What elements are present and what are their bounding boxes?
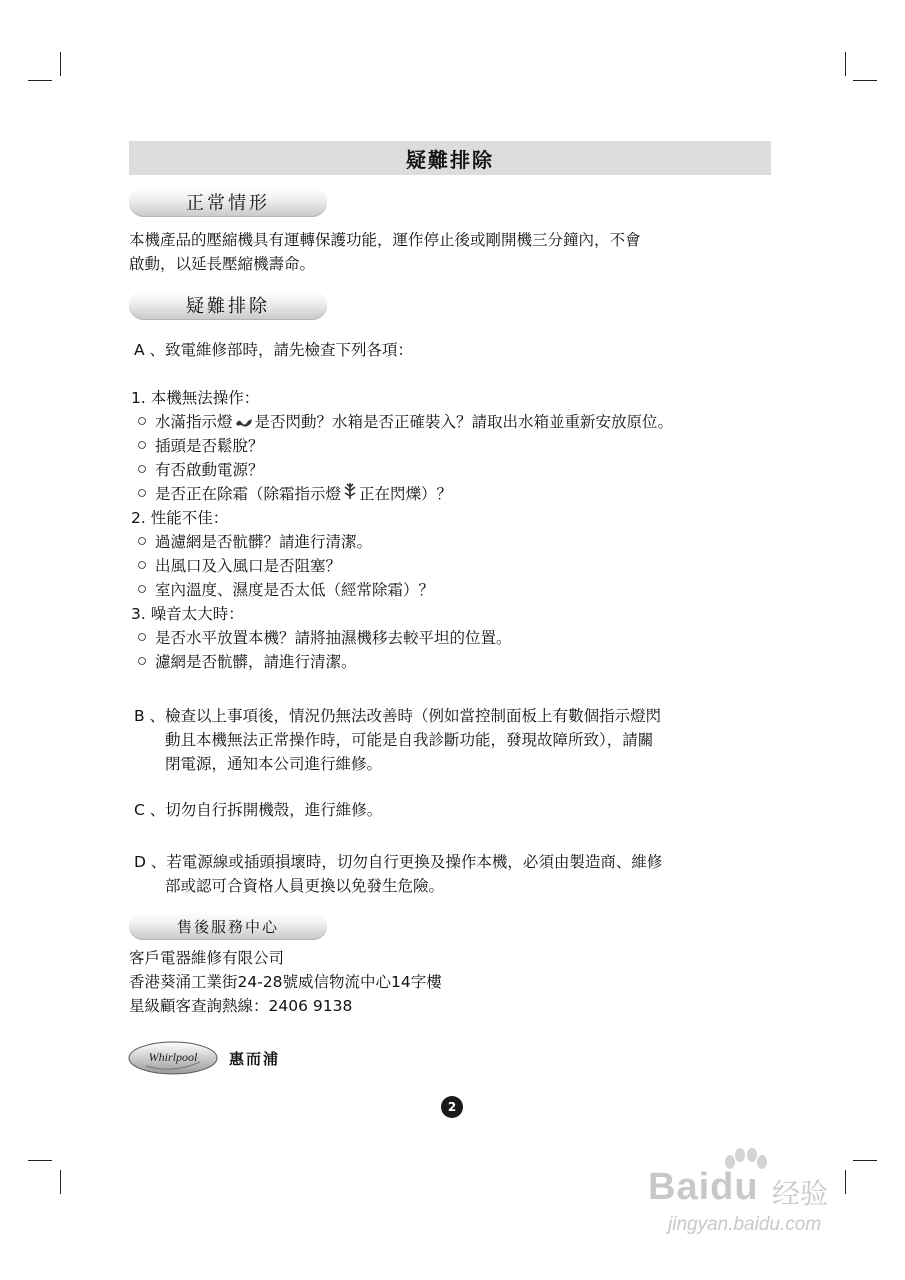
section-heading-service: 售後服務中心 — [129, 912, 327, 940]
page-title: 疑難排除 — [129, 141, 771, 175]
water-full-indicator-icon — [235, 411, 253, 435]
list-item: 過濾網是否骯髒？請進行清潔。 — [138, 530, 372, 554]
bullet-icon — [138, 537, 146, 545]
bullet-icon — [138, 657, 146, 665]
bullet-icon — [138, 441, 146, 449]
watermark-brand: Baidu — [648, 1166, 759, 1208]
bullet-icon — [138, 633, 146, 641]
bullet-icon — [138, 561, 146, 569]
group-title: 3. 噪音太大時： — [131, 605, 244, 623]
item-b-line: 閉電源，通知本公司進行維修。 — [165, 755, 383, 773]
bullet-icon — [138, 465, 146, 473]
brand-name: 惠而浦 — [229, 1050, 281, 1068]
bullet-icon — [138, 489, 146, 497]
crop-mark — [853, 80, 877, 81]
group-title: 1. 本機無法操作： — [131, 389, 260, 407]
defrost-indicator-icon — [343, 482, 357, 507]
crop-mark — [845, 52, 846, 76]
bullet-icon — [138, 585, 146, 593]
item-b-line: B 、檢查以上事項後，情況仍無法改善時（例如當控制面板上有數個指示燈閃 — [134, 707, 662, 725]
whirlpool-logo — [128, 1040, 218, 1076]
normal-text-line: 本機產品的壓縮機具有運轉保護功能，運作停止後或剛開機三分鐘內，不會 — [129, 231, 641, 249]
bullet-icon — [138, 417, 146, 425]
list-item: 是否正在除霜（除霜指示燈 正在閃爍）？ — [138, 482, 452, 507]
item-c: C 、切勿自行拆開機殼，進行維修。 — [134, 801, 383, 819]
list-item: 濾網是否骯髒，請進行清潔。 — [138, 650, 357, 674]
item-d-line: 部或認可合資格人員更換以免發生危險。 — [165, 877, 445, 895]
item-d-line: D 、若電源線或插頭損壞時，切勿自行更換及操作本機，必須由製造商、維修 — [134, 853, 663, 871]
watermark-cn: 经验 — [772, 1178, 829, 1209]
page-number: 2 — [441, 1096, 463, 1118]
crop-mark — [60, 52, 61, 76]
section-heading-normal: 正常情形 — [129, 187, 327, 217]
normal-text-line: 啟動，以延長壓縮機壽命。 — [129, 255, 316, 273]
list-item: 插頭是否鬆脫？ — [138, 434, 264, 458]
baidu-watermark — [648, 1150, 848, 1210]
crop-mark — [853, 1160, 877, 1161]
list-item: 水滿指示燈 是否閃動？水箱是否正確裝入？請取出水箱並重新安放原位。 — [138, 410, 673, 435]
item-b-line: 動且本機無法正常操作時，可能是自我診斷功能，發現故障所致），請關 — [165, 731, 654, 749]
list-item: 室內溫度、濕度是否太低（經常除霜）？ — [138, 578, 434, 602]
crop-mark — [28, 80, 52, 81]
service-hotline: 星級顧客查詢熱線：2406 9138 — [129, 997, 353, 1015]
list-item: 出風口及入風口是否阻塞？ — [138, 554, 341, 578]
service-address: 香港葵涌工業街24-28號威信物流中心14字樓 — [129, 973, 442, 991]
crop-mark — [28, 1160, 52, 1161]
service-company: 客戶電器維修有限公司 — [129, 949, 285, 967]
item-a: A 、致電維修部時，請先檢查下列各項： — [134, 341, 414, 359]
crop-mark — [60, 1170, 61, 1194]
list-item: 有否啟動電源？ — [138, 458, 264, 482]
group-title: 2. 性能不佳： — [131, 509, 229, 527]
section-heading-trouble: 疑難排除 — [129, 290, 327, 320]
logo-text: Whirlpool — [148, 1050, 198, 1064]
list-item: 是否水平放置本機？請將抽濕機移去較平坦的位置。 — [138, 626, 512, 650]
watermark-url: jingyan.baidu.com — [668, 1214, 822, 1235]
